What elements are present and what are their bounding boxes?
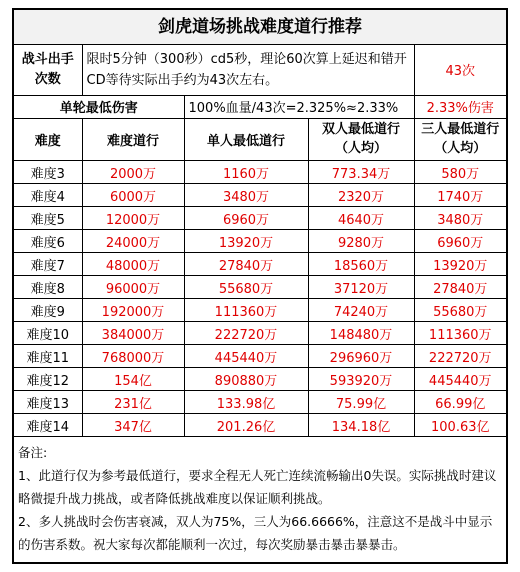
difficulty-daoheng-cell: 347亿 xyxy=(82,414,184,437)
difficulty-daoheng-cell: 48000万 xyxy=(82,253,184,276)
single-min-cell: 6960万 xyxy=(184,207,308,230)
trio-min-cell: 3480万 xyxy=(414,207,506,230)
duo-min-cell: 75.99亿 xyxy=(308,391,414,414)
difficulty-daoheng-cell: 96000万 xyxy=(82,276,184,299)
trio-min-cell: 27840万 xyxy=(414,276,506,299)
battle-count-row xyxy=(14,45,506,95)
note-item: 2、多人挑战时会伤害衰减，双人为75%，三人为66.6666%，注意这不是战斗中显示的伤害系数。祝大家每次都能顺利一次过，每次奖励暴击暴击暴暴击。 xyxy=(18,514,493,552)
difficulty-cell: 难度7 xyxy=(14,253,82,276)
difficulty-daoheng-cell: 2000万 xyxy=(82,161,184,184)
difficulty-cell: 难度14 xyxy=(14,414,82,437)
table-row xyxy=(14,276,506,299)
single-min-cell: 222720万 xyxy=(184,322,308,345)
duo-min-cell: 296960万 xyxy=(308,345,414,368)
battle-count-description: 限时5分钟（300秒）cd5秒，理论60次算上延迟和错开CD等待实际出手约为43次左右。 xyxy=(82,45,414,95)
trio-min-cell: 13920万 xyxy=(414,253,506,276)
header-trio-min: 三人最低道行 （人均） xyxy=(414,119,506,161)
single-min-cell: 890880万 xyxy=(184,368,308,391)
table-row xyxy=(14,368,506,391)
notes-section xyxy=(14,437,506,556)
difficulty-daoheng-cell: 154亿 xyxy=(82,368,184,391)
duo-min-cell: 4640万 xyxy=(308,207,414,230)
difficulty-daoheng-cell: 192000万 xyxy=(82,299,184,322)
difficulty-cell: 难度6 xyxy=(14,230,82,253)
table-row xyxy=(14,230,506,253)
table-row xyxy=(14,391,506,414)
difficulty-cell: 难度13 xyxy=(14,391,82,414)
difficulty-cell: 难度10 xyxy=(14,322,82,345)
table-row xyxy=(14,299,506,322)
difficulty-cell: 难度9 xyxy=(14,299,82,322)
single-min-cell: 3480万 xyxy=(184,184,308,207)
trio-min-cell: 1740万 xyxy=(414,184,506,207)
table-row xyxy=(14,345,506,368)
difficulty-cell: 难度5 xyxy=(14,207,82,230)
header-difficulty: 难度 xyxy=(14,119,82,161)
duo-min-cell: 134.18亿 xyxy=(308,414,414,437)
single-min-cell: 13920万 xyxy=(184,230,308,253)
duo-min-cell: 773.34万 xyxy=(308,161,414,184)
trio-min-cell: 66.99亿 xyxy=(414,391,506,414)
notes-heading: 备注: xyxy=(18,445,48,460)
info-table xyxy=(14,45,506,119)
single-min-cell: 445440万 xyxy=(184,345,308,368)
duo-min-cell: 74240万 xyxy=(308,299,414,322)
duo-min-cell: 37120万 xyxy=(308,276,414,299)
header-difficulty-daoheng: 难度道行 xyxy=(82,119,184,161)
difficulty-daoheng-cell: 24000万 xyxy=(82,230,184,253)
duo-min-cell: 2320万 xyxy=(308,184,414,207)
single-min-cell: 201.26亿 xyxy=(184,414,308,437)
table-row xyxy=(14,161,506,184)
difficulty-cell: 难度3 xyxy=(14,161,82,184)
single-min-cell: 133.98亿 xyxy=(184,391,308,414)
difficulty-cell: 难度8 xyxy=(14,276,82,299)
single-min-cell: 111360万 xyxy=(184,299,308,322)
duo-min-cell: 18560万 xyxy=(308,253,414,276)
single-min-cell: 1160万 xyxy=(184,161,308,184)
trio-min-cell: 6960万 xyxy=(414,230,506,253)
trio-min-cell: 55680万 xyxy=(414,299,506,322)
duo-min-cell: 593920万 xyxy=(308,368,414,391)
recommendation-table-card xyxy=(12,8,508,564)
difficulty-cell: 难度11 xyxy=(14,345,82,368)
difficulty-table xyxy=(14,119,506,438)
table-row xyxy=(14,207,506,230)
single-min-cell: 55680万 xyxy=(184,276,308,299)
duo-min-cell: 148480万 xyxy=(308,322,414,345)
note-item: 1、此道行仅为参考最低道行，要求全程无人死亡连续流畅输出0失误。实际挑战时建议略微提升战力挑战，或者降低挑战难度以保证顺利挑战。 xyxy=(18,468,497,506)
min-damage-row xyxy=(14,95,506,118)
difficulty-daoheng-cell: 231亿 xyxy=(82,391,184,414)
min-damage-result: 2.33%伤害 xyxy=(414,95,506,118)
difficulty-cell: 难度4 xyxy=(14,184,82,207)
table-header-row xyxy=(14,119,506,161)
table-row xyxy=(14,184,506,207)
difficulty-daoheng-cell: 12000万 xyxy=(82,207,184,230)
table-row xyxy=(14,414,506,437)
table-row xyxy=(14,253,506,276)
page-title: 剑虎道场挑战难度道行推荐 xyxy=(14,10,506,45)
table-row xyxy=(14,322,506,345)
min-damage-formula: 100%血量/43次=2.325%≈2.33% xyxy=(184,95,414,118)
difficulty-daoheng-cell: 384000万 xyxy=(82,322,184,345)
single-min-cell: 27840万 xyxy=(184,253,308,276)
header-single-min: 单人最低道行 xyxy=(184,119,308,161)
difficulty-cell: 难度12 xyxy=(14,368,82,391)
battle-count-result: 43次 xyxy=(414,45,506,95)
duo-min-cell: 9280万 xyxy=(308,230,414,253)
trio-min-cell: 580万 xyxy=(414,161,506,184)
difficulty-daoheng-cell: 6000万 xyxy=(82,184,184,207)
min-damage-label: 单轮最低伤害 xyxy=(14,95,184,118)
trio-min-cell: 445440万 xyxy=(414,368,506,391)
battle-count-label: 战斗出手次数 xyxy=(14,45,82,95)
trio-min-cell: 111360万 xyxy=(414,322,506,345)
difficulty-daoheng-cell: 768000万 xyxy=(82,345,184,368)
header-duo-min: 双人最低道行 （人均） xyxy=(308,119,414,161)
trio-min-cell: 222720万 xyxy=(414,345,506,368)
trio-min-cell: 100.63亿 xyxy=(414,414,506,437)
